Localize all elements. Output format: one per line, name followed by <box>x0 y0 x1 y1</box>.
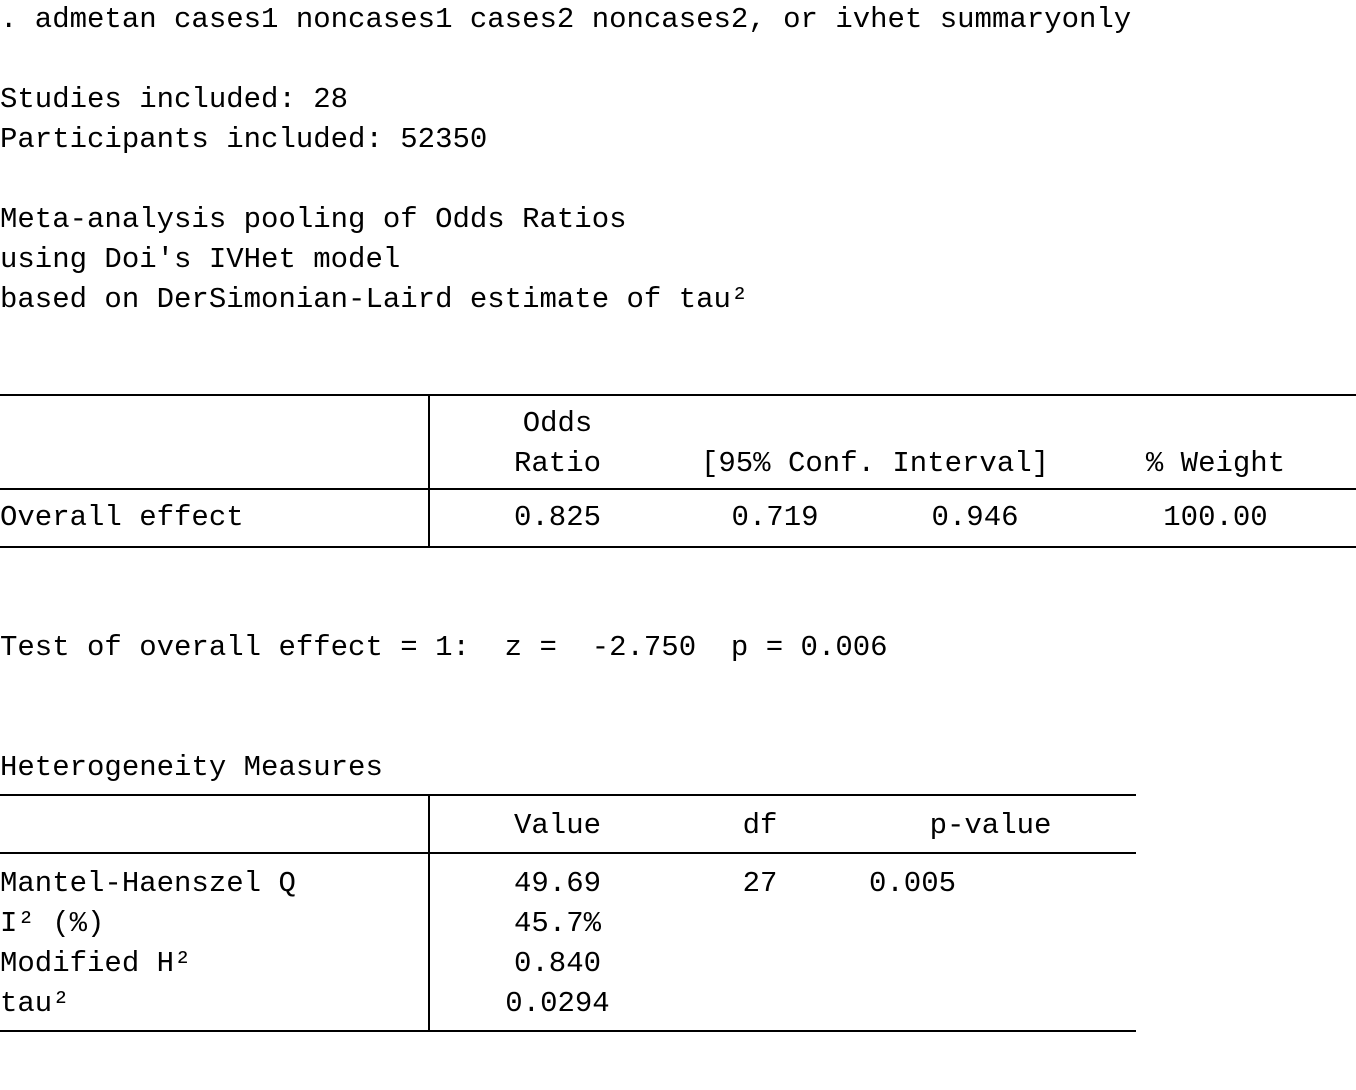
table-header <box>0 396 1356 488</box>
het-row-pvalue <box>845 984 1136 1024</box>
row-ci-upper: 0.946 <box>931 501 1019 534</box>
studies-included-line: Studies included: 28 <box>0 83 349 116</box>
header-blank-cell <box>0 404 440 444</box>
table-header-row-2 <box>0 444 1356 484</box>
header-blank-cell-4 <box>0 444 440 484</box>
het-row-value: 49.69 <box>513 867 601 900</box>
header-odds-line1: Odds <box>522 407 593 440</box>
table-row <box>0 904 1136 944</box>
table-row <box>0 864 1136 904</box>
het-row-label: tau² <box>0 987 70 1020</box>
participants-included-line: Participants included: 52350 <box>0 123 488 156</box>
het-row-value: 45.7% <box>513 907 601 940</box>
het-table-body <box>0 854 1356 1030</box>
het-row-df <box>675 944 845 984</box>
spacer <box>0 548 1356 588</box>
spacer <box>0 320 1356 360</box>
header-blank-cell-2 <box>675 404 1075 444</box>
het-row-df: 27 <box>742 867 778 900</box>
het-header-value: Value <box>513 809 601 842</box>
overall-effect-table <box>0 394 1356 548</box>
het-row-value: 0.840 <box>513 947 601 980</box>
table-row <box>0 498 1356 538</box>
table-bottom-rule <box>0 546 1356 548</box>
heterogeneity-table <box>0 794 1356 1032</box>
spacer <box>0 160 1356 200</box>
heterogeneity-measures-title: Heterogeneity Measures <box>0 751 383 784</box>
table-body <box>0 490 1356 546</box>
het-row-label: Mantel-Haenszel Q <box>0 867 296 900</box>
het-header-df: df <box>742 809 778 842</box>
het-row-df <box>675 984 845 1024</box>
het-header-blank-cell <box>0 806 440 846</box>
het-header-row <box>0 806 1136 846</box>
table-vertical-rule <box>428 394 430 548</box>
table-header-row-1 <box>0 404 1356 444</box>
table-row <box>0 944 1136 984</box>
meta-analysis-description-line-3: based on DerSimonian-Laird estimate of tau² <box>0 283 749 316</box>
meta-analysis-description-line-2: using Doi's IVHet model <box>0 243 401 276</box>
het-header-pvalue: p-value <box>929 809 1052 842</box>
command-line: . admetan cases1 noncases1 cases2 noncases2, or ivhet summaryonly <box>0 3 1132 36</box>
het-row-df <box>675 904 845 944</box>
het-table-header <box>0 796 1356 852</box>
spacer <box>0 668 1356 708</box>
header-conf-interval: [95% Conf. Interval] <box>700 447 1050 480</box>
spacer <box>0 708 1356 748</box>
header-weight: % Weight <box>1145 447 1286 480</box>
table-row <box>0 984 1136 1024</box>
het-row-label: Modified H² <box>0 947 192 980</box>
row-weight: 100.00 <box>1163 501 1268 534</box>
spacer <box>0 588 1356 628</box>
test-of-overall-effect-line: Test of overall effect = 1: z = -2.750 p = 0.006 <box>0 631 888 664</box>
het-row-value: 0.0294 <box>505 987 610 1020</box>
header-blank-cell-3 <box>1075 404 1356 444</box>
het-row-pvalue <box>845 944 1136 984</box>
meta-analysis-description-line-1: Meta-analysis pooling of Odds Ratios <box>0 203 627 236</box>
het-table-bottom-rule <box>0 1030 1136 1032</box>
het-row-pvalue <box>845 904 1136 944</box>
row-odds-ratio: 0.825 <box>513 501 601 534</box>
het-row-pvalue: 0.005 <box>869 867 957 900</box>
het-table-vertical-rule <box>428 794 430 1032</box>
het-row-label: I² (%) <box>0 907 105 940</box>
row-label-overall-effect: Overall effect <box>0 501 244 534</box>
spacer <box>0 40 1356 80</box>
header-ratio-line2: Ratio <box>513 447 601 480</box>
row-ci-lower: 0.719 <box>731 501 819 534</box>
